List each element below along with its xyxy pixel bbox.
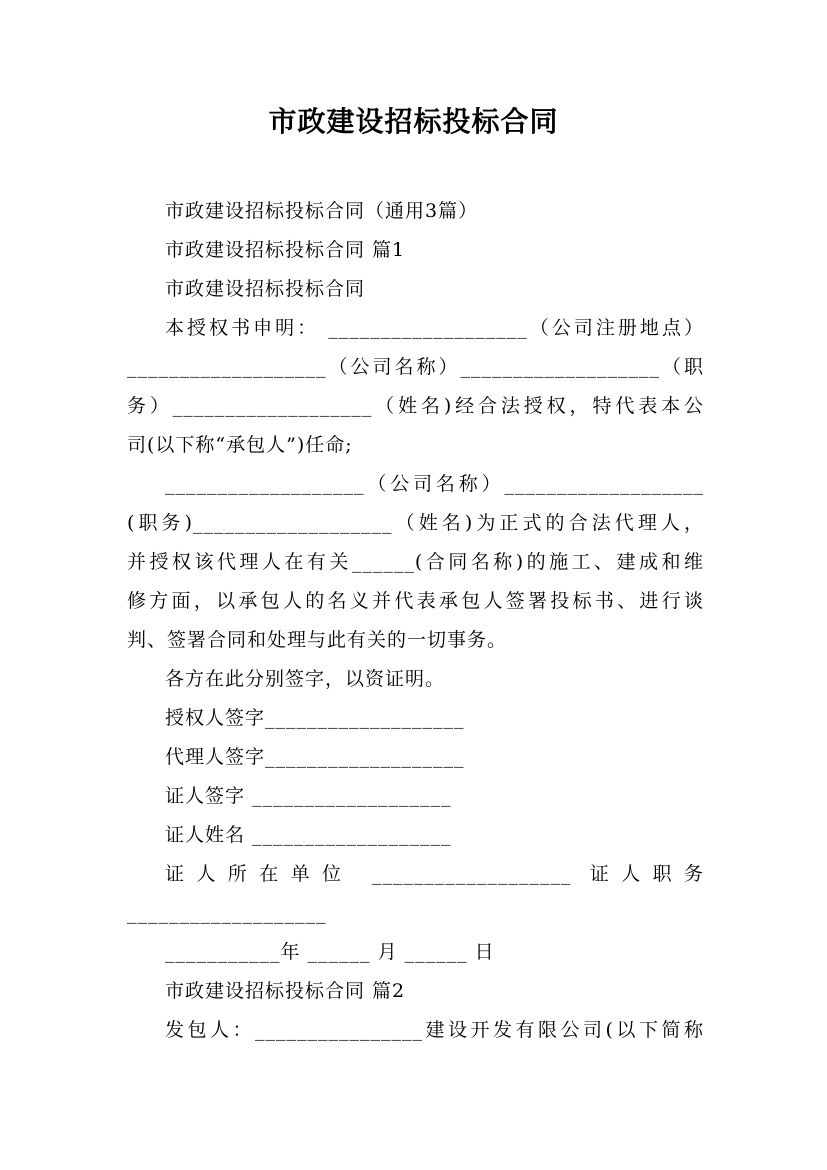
paragraph-line: (职务)___________________（姓名)为正式的合法代理人， — [127, 512, 704, 534]
paragraph-line: 发包人：________________建设开发有限公司(以下简称 — [165, 1019, 704, 1041]
signature-line-authorizer: 授权人签字___________________ — [165, 707, 465, 729]
paragraph-line: 本授权书申明： ___________________（公司注册地点） — [165, 317, 704, 339]
paragraph-line: 司(以下称“承包人”)任命; — [127, 434, 353, 456]
paragraph-line: ___________________（公司名称）___________________（职 — [127, 356, 704, 378]
signature-line-agent: 代理人签字___________________ — [165, 746, 465, 768]
witness-name-line: 证人姓名 ___________________ — [165, 824, 452, 846]
paragraph-line: 修方面，以承包人的名义并代表承包人签署投标书、进行谈 — [127, 590, 704, 612]
paragraph-line: 判、签署合同和处理与此有关的一切事务。 — [127, 629, 508, 651]
witness-unit-line: 证人所在单位 ___________________ 证人职务 — [165, 863, 704, 885]
signature-line-witness: 证人签字 ___________________ — [165, 785, 452, 807]
paragraph-line: 务）___________________（姓名)经合法授权，特代表本公 — [127, 395, 704, 417]
date-line: ___________年 ______ 月 ______ 日 — [165, 941, 495, 963]
section-heading-1: 市政建设招标投标合同 篇1 — [165, 239, 406, 261]
paragraph-line: 并授权该代理人在有关______(合同名称)的施工、建成和维 — [127, 551, 704, 573]
document-title: 市政建设招标投标合同 — [268, 105, 559, 138]
document-body — [127, 192, 704, 1050]
signing-statement: 各方在此分别签字，以资证明。 — [165, 668, 446, 690]
witness-position-blank: ___________________ — [127, 902, 327, 924]
contract-subtitle: 市政建设招标投标合同 — [165, 278, 366, 300]
section-heading-2: 市政建设招标投标合同 篇2 — [165, 980, 406, 1002]
paragraph-line: ___________________（公司名称）___________________ — [165, 473, 704, 495]
collection-heading: 市政建设招标投标合同（通用3篇） — [165, 200, 479, 222]
